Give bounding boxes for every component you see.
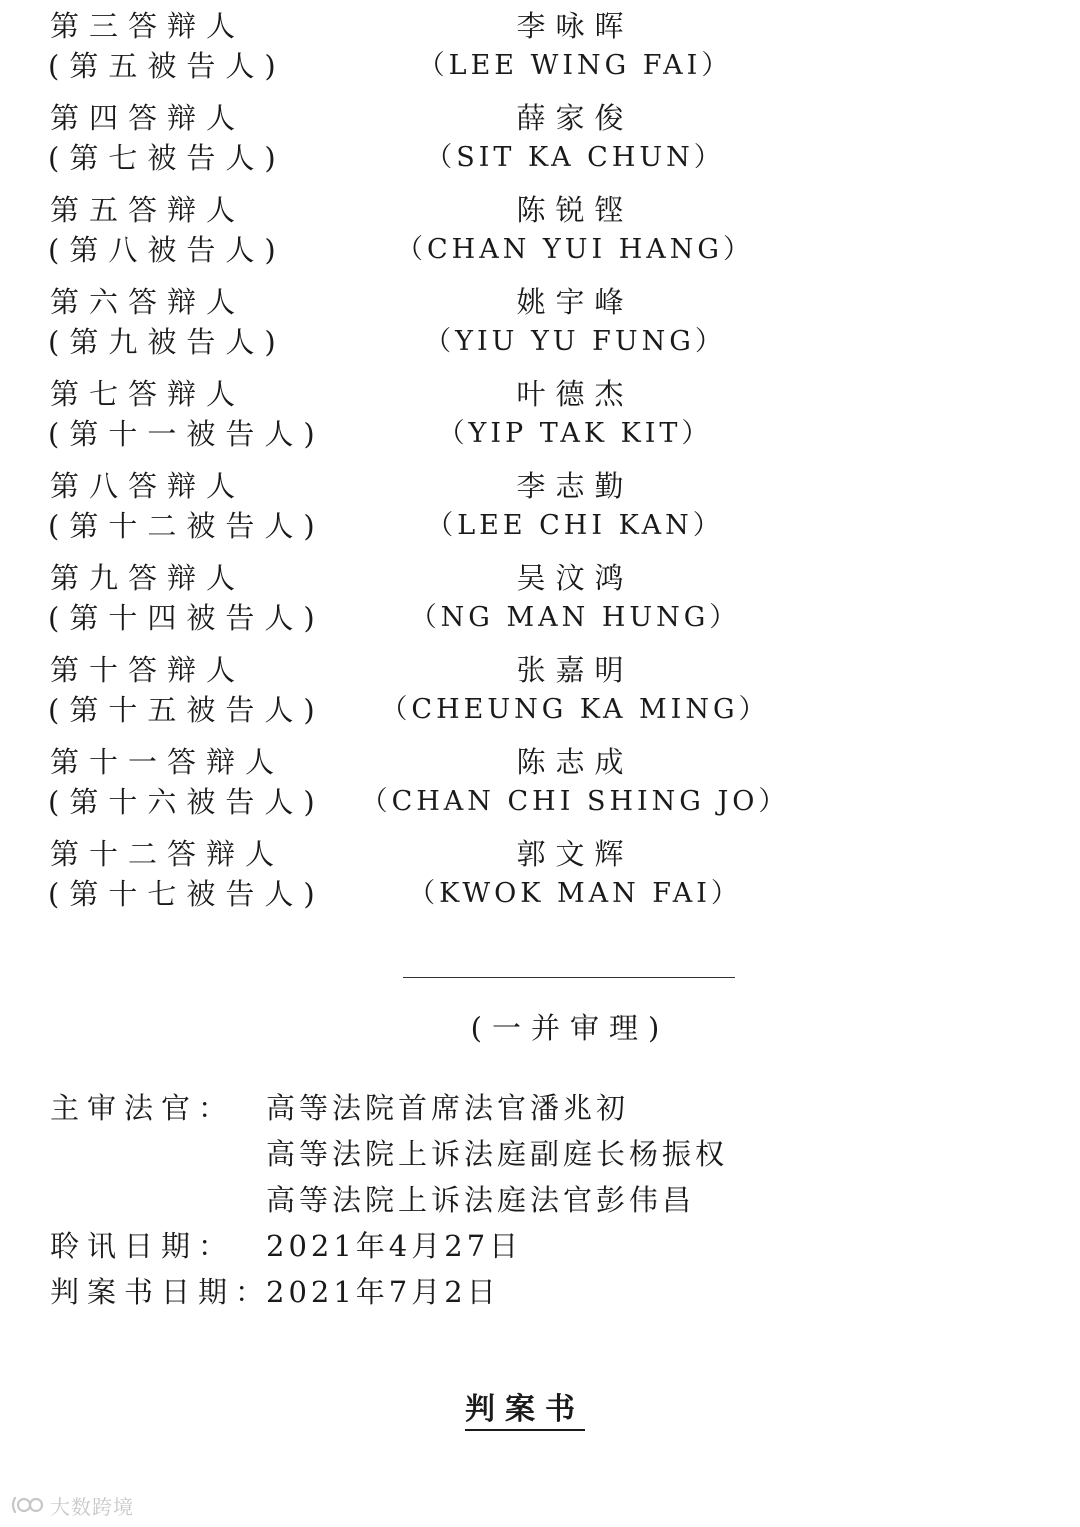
party-entry	[0, 190, 1080, 274]
chinese-name: 陈志成	[516, 745, 634, 779]
english-name: （CHAN YUI HANG）	[396, 234, 754, 265]
defendant-number: (第十一被告人)	[48, 417, 325, 451]
respondent-role: 第六答辩人	[50, 285, 246, 319]
party-entry	[0, 374, 1080, 458]
brand-logo-icon	[10, 1494, 44, 1516]
judgment-date-label: 判案书日期：	[50, 1275, 273, 1309]
hearing-date-label: 聆讯日期：	[50, 1229, 236, 1263]
joint-hearing-note: (一并审理)	[470, 1011, 670, 1045]
respondent-role: 第十答辩人	[50, 653, 246, 687]
judge-name: 高等法院首席法官潘兆初	[266, 1091, 630, 1125]
chinese-name: 姚宇峰	[516, 285, 634, 319]
hearing-date-value: 2021年4月27日	[266, 1229, 523, 1263]
respondent-role: 第七答辩人	[50, 377, 246, 411]
english-name: （CHEUNG KA MING）	[380, 694, 770, 725]
presiding-judges-label: 主审法官：	[50, 1091, 236, 1125]
chinese-name: 叶德杰	[516, 377, 634, 411]
chinese-name: 吴汶鸿	[516, 561, 634, 595]
english-name: （KWOK MAN FAI）	[408, 878, 742, 909]
defendant-number: (第十五被告人)	[48, 693, 325, 727]
respondent-role: 第九答辩人	[50, 561, 246, 595]
respondent-role: 第四答辩人	[50, 101, 246, 135]
watermark	[10, 1490, 134, 1520]
party-entry	[0, 834, 1080, 918]
party-entry	[0, 466, 1080, 550]
english-name: （SIT KA CHUN）	[425, 142, 725, 173]
defendant-number: (第十四被告人)	[48, 601, 325, 635]
chinese-name: 陈锐铿	[516, 193, 634, 227]
english-name: （NG MAN HUNG）	[409, 602, 741, 633]
respondent-role: 第八答辩人	[50, 469, 246, 503]
english-name: （YIP TAK KIT）	[437, 418, 713, 449]
respondent-role: 第五答辩人	[50, 193, 246, 227]
defendant-number: (第十二被告人)	[48, 509, 325, 543]
judgment-title	[430, 1390, 620, 1430]
defendant-number: (第八被告人)	[48, 233, 286, 267]
english-name: （LEE CHI KAN）	[426, 510, 724, 541]
party-entry	[0, 650, 1080, 734]
party-entry	[0, 742, 1080, 826]
respondent-role: 第三答辩人	[50, 9, 246, 43]
chinese-name: 薛家俊	[516, 101, 634, 135]
watermark-text: 大数跨境	[50, 1494, 134, 1519]
chinese-name: 郭文辉	[516, 837, 634, 871]
english-name: （YIU YU FUNG）	[424, 326, 726, 357]
chinese-name: 李志勤	[516, 469, 634, 503]
party-entry	[0, 98, 1080, 182]
party-entry	[0, 558, 1080, 642]
judgment-date-value: 2021年7月2日	[266, 1275, 500, 1309]
chinese-name: 李咏晖	[516, 9, 634, 43]
party-entry	[0, 282, 1080, 366]
defendant-number: (第十六被告人)	[48, 785, 325, 819]
defendant-number: (第九被告人)	[48, 325, 286, 359]
judge-name: 高等法院上诉法庭法官彭伟昌	[266, 1183, 696, 1217]
respondent-role: 第十二答辩人	[50, 837, 285, 871]
defendant-number: (第五被告人)	[48, 49, 286, 83]
judge-name: 高等法院上诉法庭副庭长杨振权	[266, 1137, 729, 1171]
defendant-number: (第七被告人)	[48, 141, 286, 175]
judgment-title-text: 判案书	[465, 1392, 585, 1431]
english-name: （CHAN CHI SHING JO）	[360, 786, 790, 817]
chinese-name: 张嘉明	[516, 653, 634, 687]
party-entry	[0, 6, 1080, 90]
english-name: （LEE WING FAI）	[417, 50, 733, 81]
defendant-number: (第十七被告人)	[48, 877, 325, 911]
respondent-role: 第十一答辩人	[50, 745, 285, 779]
section-divider	[403, 977, 735, 978]
